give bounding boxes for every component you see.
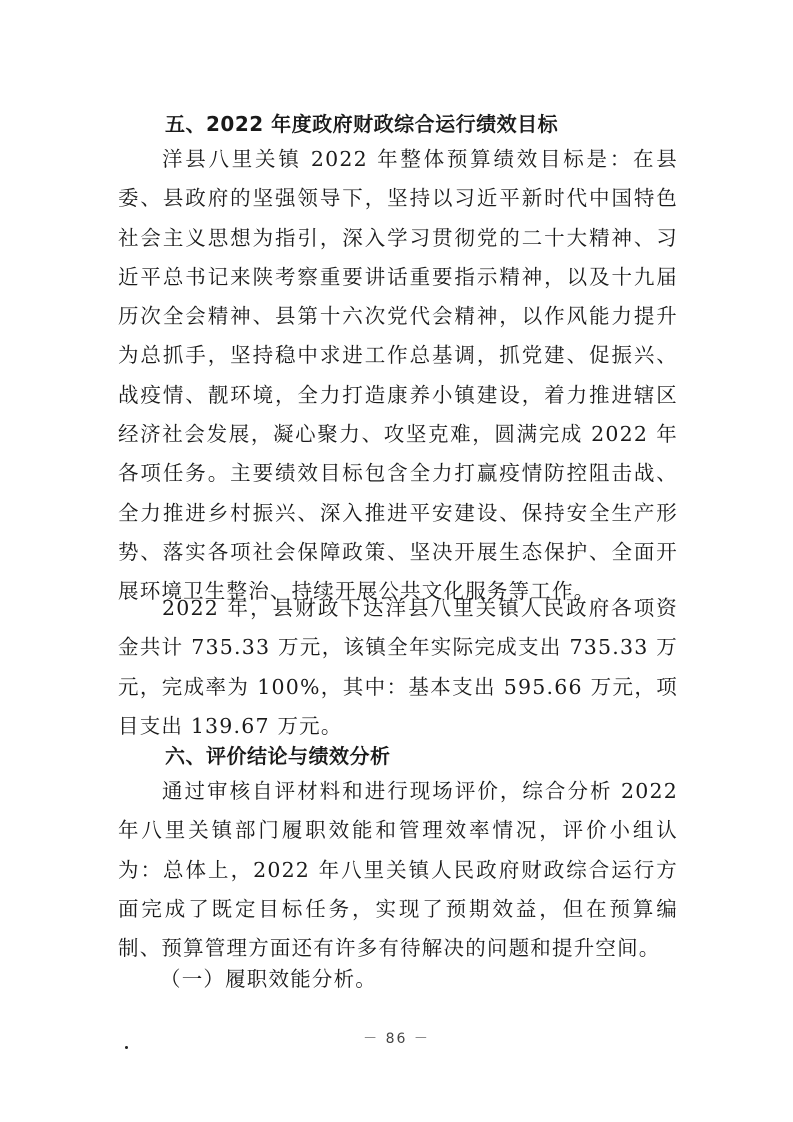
section-5-paragraph-1: 洋县八里关镇 2022 年整体预算绩效目标是：在县委、县政府的坚强领导下，坚持以习近平新时代中国特色社会主义思想为指引，深入学习贯彻党的二十大精神、习近平总书记来陕考察重要讲话重要指示精神，以及十九届历次全会精神、县第十六次党代会精神，以作风能力提升为总抓手，坚持稳中求进工作总基调，抓党建、促振兴、战疫情、靓环境，全力打造康养小镇建设，着力推进辖区经济社会发展，凝心聚力、攻坚克难，圆满完成 2022 年各项任务。主要绩效目标包含全力打赢疫情防控阻击战、全力推进乡村振兴、深入推进平安建设、保持安全生产形势、落实各项社会保障政策、坚决开展生态保护、全面开展环境卫生整治、持续开展公共文化服务等工作。 bbox=[118, 147, 678, 604]
section-6-subheading: （一）履职效能分析。 bbox=[160, 967, 377, 991]
section-5-paragraph-2: 2022 年，县财政下达洋县八里关镇人民政府各项资金共计 735.33 万元，该镇全年实际完成支出 735.33 万元，完成率为 100%，其中：基本支出 595.66 万元，项目支出 139.67 万元。 bbox=[118, 596, 678, 738]
section-6-heading: 六、评价结论与绩效分析 bbox=[165, 744, 391, 768]
section-5-heading: 五、2022 年度政府财政综合运行绩效目标 bbox=[165, 112, 559, 136]
stray-dot-mark bbox=[125, 1046, 128, 1049]
section-6-paragraph-1: 通过审核自评材料和进行现场评价，综合分析 2022 年八里关镇部门履职效能和管理效率情况，评价小组认为：总体上，2022 年八里关镇人民政府财政综合运行方面完成了既定目标任务，实现了预期效益，但在预算编制、预算管理方面还有许多有待解决的问题和提升空间。 bbox=[118, 779, 678, 961]
page-number: － 86 － bbox=[363, 1031, 430, 1047]
